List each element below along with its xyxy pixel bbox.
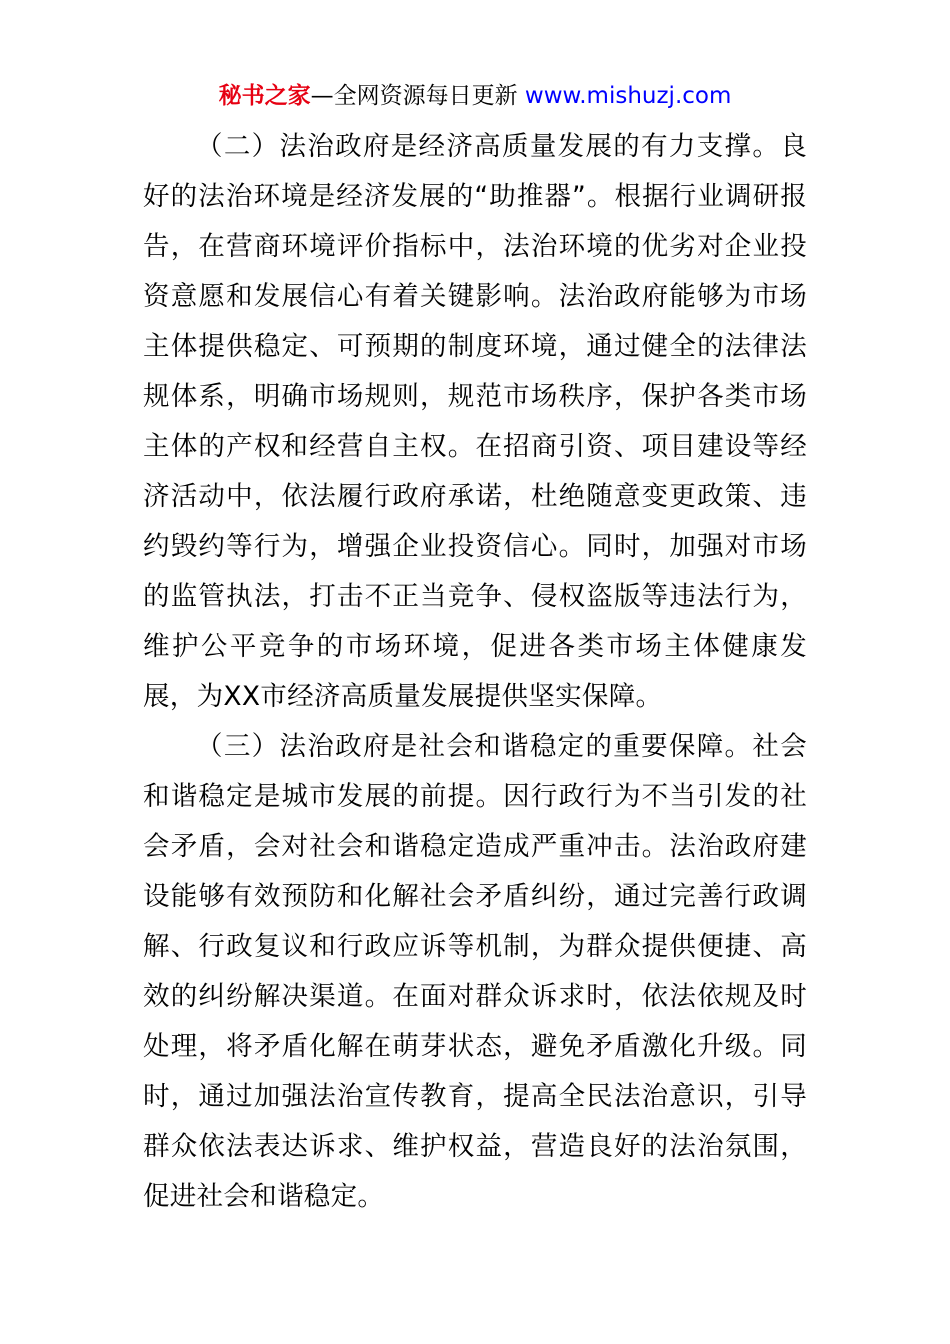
document-body [143,122,807,1222]
site-tagline: —全网资源每日更新 [310,83,525,109]
paragraph-section-3: （三）法治政府是社会和谐稳定的重要保障。社会和谐稳定是城市发展的前提。因行政行为不当引发的社会矛盾，会对社会和谐稳定造成严重冲击。法治政府建设能够有效预防和化解社会矛盾纠纷，通过完善行政调解、行政复议和行政应诉等机制，为群众提供便捷、高效的纠纷解决渠道。在面对群众诉求时，依法依规及时处理，将矛盾化解在萌芽状态，避免矛盾激化升级。同时，通过加强法治宣传教育，提高全民法治意识，引导群众依法表达诉求、维护权益，营造良好的法治氛围，促进社会和谐稳定。 [143,731,807,1212]
site-brand: 秘书之家 [218,83,311,109]
paragraph-section-2: （二）法治政府是经济高质量发展的有力支撑。良好的法治环境是经济发展的“助推器”。根据行业调研报告，在营商环境评价指标中，法治环境的优劣对企业投资意愿和发展信心有着关键影响。法治政府能够为市场主体提供稳定、可预期的制度环境，通过健全的法律法规体系，明确市场规则，规范市场秩序，保护各类市场主体的产权和经营自主权。在招商引资、项目建设等经济活动中，依法履行政府承诺，杜绝随意变更政策、违约毁约等行为，增强企业投资信心。同时，加强对市场的监管执法，打击不正当竞争、侵权盗版等违法行为，维护公平竞争的市场环境，促进各类市场主体健康发展，为XX市经济高质量发展提供坚实保障。 [143,131,807,712]
site-header [0,80,950,112]
site-url-link[interactable]: www.mishuzj.com [524,83,732,109]
